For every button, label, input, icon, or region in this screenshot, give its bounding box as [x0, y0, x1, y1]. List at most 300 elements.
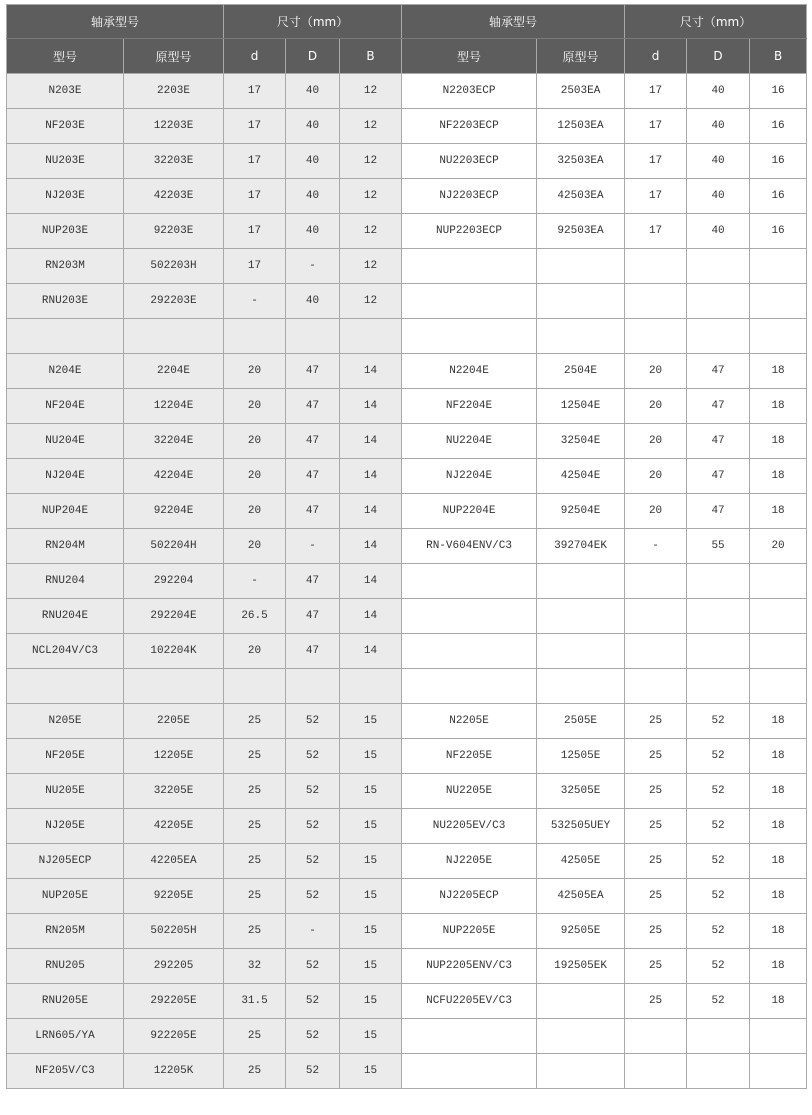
cell-model-right — [402, 669, 537, 704]
cell-d-right — [625, 599, 687, 634]
cell-D-left: 47 — [286, 354, 340, 389]
cell-B-left: 14 — [340, 494, 402, 529]
cell-model-left: RNU205 — [7, 949, 124, 984]
cell-d-right — [625, 1019, 687, 1054]
cell-B-right — [750, 634, 807, 669]
cell-B-right — [750, 319, 807, 354]
cell-d-left: 17 — [224, 179, 286, 214]
table-row — [7, 1019, 807, 1054]
cell-model-left — [7, 319, 124, 354]
cell-D-left: - — [286, 914, 340, 949]
cell-d-left: 25 — [224, 739, 286, 774]
cell-B-left: 14 — [340, 599, 402, 634]
cell-original-model-left: 32204E — [124, 424, 224, 459]
cell-original-model-left: 292204 — [124, 564, 224, 599]
table-row — [7, 634, 807, 669]
table-row — [7, 564, 807, 599]
cell-model-left: NF203E — [7, 109, 124, 144]
cell-D-left: 52 — [286, 1054, 340, 1089]
cell-model-right — [402, 599, 537, 634]
cell-d-left: 26.5 — [224, 599, 286, 634]
cell-B-right: 18 — [750, 459, 807, 494]
cell-B-left: 12 — [340, 109, 402, 144]
cell-D-left: - — [286, 249, 340, 284]
cell-d-right: 20 — [625, 459, 687, 494]
table-row — [7, 74, 807, 109]
cell-B-right: 18 — [750, 354, 807, 389]
cell-d-right: 20 — [625, 424, 687, 459]
cell-original-model-right: 32505E — [537, 774, 625, 809]
cell-model-right: NF2205E — [402, 739, 537, 774]
cell-B-right: 16 — [750, 109, 807, 144]
table-row — [7, 144, 807, 179]
cell-d-left: 20 — [224, 634, 286, 669]
cell-original-model-right: 32503EA — [537, 144, 625, 179]
cell-model-right — [402, 564, 537, 599]
cell-d-left: 20 — [224, 424, 286, 459]
cell-model-right — [402, 634, 537, 669]
cell-model-right: NJ2205ECP — [402, 879, 537, 914]
cell-D-left: 40 — [286, 284, 340, 319]
table-row — [7, 214, 807, 249]
col-header-D-right: D — [687, 39, 750, 74]
cell-B-left: 14 — [340, 354, 402, 389]
group-header-bearing-model-right: 轴承型号 — [402, 5, 625, 39]
cell-original-model-left: 12205K — [124, 1054, 224, 1089]
cell-d-left: 25 — [224, 844, 286, 879]
col-header-original-model-right: 原型号 — [537, 39, 625, 74]
cell-model-left: NU205E — [7, 774, 124, 809]
cell-d-right: 17 — [625, 179, 687, 214]
cell-d-right: 25 — [625, 739, 687, 774]
cell-D-right: 52 — [687, 914, 750, 949]
cell-B-left: 15 — [340, 914, 402, 949]
cell-d-left: 20 — [224, 389, 286, 424]
cell-model-left: NJ205ECP — [7, 844, 124, 879]
cell-original-model-right: 42504E — [537, 459, 625, 494]
cell-D-left: 52 — [286, 774, 340, 809]
cell-d-right: 20 — [625, 494, 687, 529]
cell-D-left: 47 — [286, 599, 340, 634]
table-row — [7, 1054, 807, 1089]
cell-B-left: 14 — [340, 389, 402, 424]
cell-d-left: 17 — [224, 109, 286, 144]
group-header-dimensions-left: 尺寸（mm） — [224, 5, 402, 39]
cell-original-model-right — [537, 984, 625, 1019]
table-row — [7, 389, 807, 424]
cell-D-right — [687, 564, 750, 599]
cell-D-left: 47 — [286, 424, 340, 459]
cell-model-right: NF2204E — [402, 389, 537, 424]
cell-d-right: 25 — [625, 704, 687, 739]
cell-B-right: 20 — [750, 529, 807, 564]
cell-original-model-right — [537, 249, 625, 284]
cell-B-right — [750, 599, 807, 634]
cell-D-left: 40 — [286, 144, 340, 179]
cell-d-right — [625, 249, 687, 284]
table-row — [7, 284, 807, 319]
cell-model-left: RN205M — [7, 914, 124, 949]
cell-B-left: 15 — [340, 739, 402, 774]
cell-B-left — [340, 319, 402, 354]
cell-model-right: NUP2203ECP — [402, 214, 537, 249]
table-row — [7, 249, 807, 284]
cell-B-right: 18 — [750, 949, 807, 984]
cell-B-left: 15 — [340, 844, 402, 879]
cell-D-right — [687, 249, 750, 284]
cell-model-right: N2205E — [402, 704, 537, 739]
cell-original-model-left: 502204H — [124, 529, 224, 564]
cell-D-right — [687, 1019, 750, 1054]
cell-B-right — [750, 564, 807, 599]
cell-original-model-right: 12505E — [537, 739, 625, 774]
cell-D-right: 52 — [687, 809, 750, 844]
cell-d-left: 25 — [224, 774, 286, 809]
cell-original-model-left: 2204E — [124, 354, 224, 389]
cell-original-model-left: 32203E — [124, 144, 224, 179]
cell-original-model-right: 2503EA — [537, 74, 625, 109]
cell-d-left: 31.5 — [224, 984, 286, 1019]
cell-original-model-left — [124, 319, 224, 354]
cell-model-left: RNU204E — [7, 599, 124, 634]
cell-model-left — [7, 669, 124, 704]
cell-model-left: NJ203E — [7, 179, 124, 214]
cell-D-right: 55 — [687, 529, 750, 564]
cell-D-right: 40 — [687, 179, 750, 214]
cell-D-left: 52 — [286, 809, 340, 844]
cell-original-model-right: 2505E — [537, 704, 625, 739]
cell-B-right: 18 — [750, 774, 807, 809]
cell-D-left — [286, 319, 340, 354]
cell-B-left: 15 — [340, 949, 402, 984]
cell-D-right: 52 — [687, 774, 750, 809]
cell-D-left: 40 — [286, 74, 340, 109]
cell-D-left: - — [286, 529, 340, 564]
cell-original-model-left: 2205E — [124, 704, 224, 739]
cell-original-model-right: 392704EK — [537, 529, 625, 564]
cell-B-right: 18 — [750, 739, 807, 774]
cell-original-model-left: 92205E — [124, 879, 224, 914]
cell-model-left: RNU204 — [7, 564, 124, 599]
table-row — [7, 529, 807, 564]
cell-original-model-left: 502203H — [124, 249, 224, 284]
cell-B-left: 12 — [340, 179, 402, 214]
cell-model-right: NUP2205E — [402, 914, 537, 949]
cell-model-right: N2204E — [402, 354, 537, 389]
cell-B-right — [750, 249, 807, 284]
table-row — [7, 739, 807, 774]
cell-B-left: 14 — [340, 459, 402, 494]
cell-B-left: 12 — [340, 214, 402, 249]
cell-original-model-right: 12504E — [537, 389, 625, 424]
cell-d-left: 20 — [224, 459, 286, 494]
cell-D-left: 52 — [286, 984, 340, 1019]
col-header-original-model-left: 原型号 — [124, 39, 224, 74]
cell-original-model-right: 42503EA — [537, 179, 625, 214]
cell-d-left: 17 — [224, 249, 286, 284]
cell-original-model-right: 192505EK — [537, 949, 625, 984]
cell-B-left: 15 — [340, 774, 402, 809]
cell-B-right: 18 — [750, 844, 807, 879]
cell-d-right: 25 — [625, 914, 687, 949]
cell-original-model-left: 32205E — [124, 774, 224, 809]
cell-D-left: 52 — [286, 1019, 340, 1054]
cell-d-left — [224, 319, 286, 354]
cell-model-left: NUP204E — [7, 494, 124, 529]
cell-model-right — [402, 249, 537, 284]
col-header-D-left: D — [286, 39, 340, 74]
cell-model-left: N205E — [7, 704, 124, 739]
cell-B-left — [340, 669, 402, 704]
cell-model-right: NF2203ECP — [402, 109, 537, 144]
cell-B-left: 15 — [340, 1019, 402, 1054]
cell-original-model-left: 922205E — [124, 1019, 224, 1054]
cell-model-left: NJ204E — [7, 459, 124, 494]
cell-model-right: N2203ECP — [402, 74, 537, 109]
cell-original-model-left: 12203E — [124, 109, 224, 144]
bearing-table-container — [6, 4, 806, 1089]
cell-B-right — [750, 1054, 807, 1089]
cell-model-right — [402, 1054, 537, 1089]
cell-model-right — [402, 1019, 537, 1054]
cell-original-model-left: 42204E — [124, 459, 224, 494]
cell-original-model-right: 42505EA — [537, 879, 625, 914]
cell-d-right: 25 — [625, 809, 687, 844]
cell-D-right: 52 — [687, 704, 750, 739]
cell-original-model-left: 292204E — [124, 599, 224, 634]
cell-D-left: 52 — [286, 704, 340, 739]
table-row — [7, 179, 807, 214]
bearing-specs-table — [6, 4, 807, 1089]
cell-D-left: 52 — [286, 879, 340, 914]
cell-B-right: 18 — [750, 389, 807, 424]
cell-B-right: 16 — [750, 144, 807, 179]
cell-model-left: NUP205E — [7, 879, 124, 914]
cell-original-model-right — [537, 1019, 625, 1054]
cell-original-model-left: 12204E — [124, 389, 224, 424]
cell-D-right — [687, 634, 750, 669]
cell-B-right — [750, 669, 807, 704]
cell-original-model-right: 92503EA — [537, 214, 625, 249]
cell-d-right — [625, 669, 687, 704]
cell-d-right: 17 — [625, 109, 687, 144]
group-header-dimensions-right: 尺寸（mm） — [625, 5, 807, 39]
cell-model-right: RN-V604ENV/C3 — [402, 529, 537, 564]
cell-model-right: NU2204E — [402, 424, 537, 459]
cell-model-right: NU2205E — [402, 774, 537, 809]
table-row — [7, 494, 807, 529]
cell-D-right: 52 — [687, 984, 750, 1019]
cell-D-right — [687, 319, 750, 354]
cell-d-right — [625, 1054, 687, 1089]
cell-d-left: 25 — [224, 809, 286, 844]
cell-original-model-left: 42203E — [124, 179, 224, 214]
cell-D-left: 47 — [286, 389, 340, 424]
cell-original-model-left: 92203E — [124, 214, 224, 249]
cell-B-left: 14 — [340, 424, 402, 459]
cell-B-left: 15 — [340, 704, 402, 739]
cell-d-left: 20 — [224, 494, 286, 529]
cell-d-right — [625, 634, 687, 669]
cell-d-right: 25 — [625, 984, 687, 1019]
cell-model-left: NF204E — [7, 389, 124, 424]
cell-D-left — [286, 669, 340, 704]
cell-original-model-right — [537, 319, 625, 354]
cell-model-left: RNU203E — [7, 284, 124, 319]
cell-model-right: NJ2204E — [402, 459, 537, 494]
table-row — [7, 774, 807, 809]
cell-D-right: 52 — [687, 879, 750, 914]
cell-D-right: 40 — [687, 214, 750, 249]
cell-d-left: 25 — [224, 704, 286, 739]
cell-D-right: 52 — [687, 739, 750, 774]
cell-B-right: 18 — [750, 809, 807, 844]
cell-B-right — [750, 1019, 807, 1054]
col-header-model-left: 型号 — [7, 39, 124, 74]
table-row — [7, 109, 807, 144]
cell-original-model-right — [537, 1054, 625, 1089]
cell-original-model-right — [537, 284, 625, 319]
cell-B-right: 18 — [750, 494, 807, 529]
cell-original-model-right — [537, 634, 625, 669]
cell-D-left: 52 — [286, 844, 340, 879]
cell-D-right: 40 — [687, 74, 750, 109]
cell-D-right: 47 — [687, 494, 750, 529]
cell-B-right: 18 — [750, 424, 807, 459]
cell-B-left: 15 — [340, 809, 402, 844]
cell-model-right — [402, 284, 537, 319]
cell-d-left: 17 — [224, 214, 286, 249]
cell-B-left: 12 — [340, 74, 402, 109]
cell-d-left: 25 — [224, 879, 286, 914]
table-row — [7, 879, 807, 914]
table-row — [7, 354, 807, 389]
cell-D-left: 52 — [286, 949, 340, 984]
cell-D-right: 52 — [687, 949, 750, 984]
cell-original-model-right: 12503EA — [537, 109, 625, 144]
cell-d-right: 17 — [625, 214, 687, 249]
cell-original-model-left: 292203E — [124, 284, 224, 319]
cell-model-left: NU203E — [7, 144, 124, 179]
cell-B-right: 16 — [750, 179, 807, 214]
table-body — [7, 74, 807, 1089]
cell-d-right: 25 — [625, 774, 687, 809]
cell-B-right: 16 — [750, 74, 807, 109]
cell-original-model-right: 32504E — [537, 424, 625, 459]
cell-original-model-left: 12205E — [124, 739, 224, 774]
cell-model-right: NUP2204E — [402, 494, 537, 529]
cell-model-left: RN204M — [7, 529, 124, 564]
cell-D-right: 47 — [687, 389, 750, 424]
cell-D-left: 40 — [286, 179, 340, 214]
cell-D-left: 47 — [286, 494, 340, 529]
cell-D-right — [687, 1054, 750, 1089]
cell-original-model-left: 42205E — [124, 809, 224, 844]
cell-model-left: N203E — [7, 74, 124, 109]
cell-d-right: - — [625, 529, 687, 564]
cell-model-left: RN203M — [7, 249, 124, 284]
cell-B-left: 15 — [340, 984, 402, 1019]
cell-D-right — [687, 599, 750, 634]
cell-original-model-right — [537, 669, 625, 704]
cell-d-left: 20 — [224, 529, 286, 564]
cell-B-left: 12 — [340, 249, 402, 284]
cell-original-model-left: 502205H — [124, 914, 224, 949]
cell-model-left: NF205E — [7, 739, 124, 774]
cell-D-right: 52 — [687, 844, 750, 879]
cell-original-model-right — [537, 599, 625, 634]
cell-original-model-right — [537, 564, 625, 599]
cell-D-left: 47 — [286, 459, 340, 494]
cell-original-model-right: 42505E — [537, 844, 625, 879]
cell-model-left: NCL204V/C3 — [7, 634, 124, 669]
table-row — [7, 459, 807, 494]
cell-D-right: 47 — [687, 354, 750, 389]
cell-B-left: 12 — [340, 144, 402, 179]
cell-B-right: 18 — [750, 879, 807, 914]
cell-B-left: 15 — [340, 1054, 402, 1089]
cell-d-right: 20 — [625, 389, 687, 424]
cell-original-model-left — [124, 669, 224, 704]
cell-D-left: 52 — [286, 739, 340, 774]
cell-original-model-right: 92505E — [537, 914, 625, 949]
cell-D-right — [687, 284, 750, 319]
cell-model-right: NJ2203ECP — [402, 179, 537, 214]
cell-model-right: NU2205EV/C3 — [402, 809, 537, 844]
cell-B-right — [750, 284, 807, 319]
col-header-d-left: d — [224, 39, 286, 74]
cell-original-model-left: 292205E — [124, 984, 224, 1019]
cell-original-model-left: 2203E — [124, 74, 224, 109]
cell-d-right: 20 — [625, 354, 687, 389]
cell-D-right: 40 — [687, 109, 750, 144]
cell-model-left: NJ205E — [7, 809, 124, 844]
cell-d-left: 25 — [224, 914, 286, 949]
cell-D-left: 40 — [286, 214, 340, 249]
table-row — [7, 949, 807, 984]
cell-model-left: LRN605/YA — [7, 1019, 124, 1054]
cell-B-left: 14 — [340, 529, 402, 564]
cell-D-left: 40 — [286, 109, 340, 144]
cell-d-right: 25 — [625, 949, 687, 984]
cell-B-left: 12 — [340, 284, 402, 319]
cell-d-left: 32 — [224, 949, 286, 984]
cell-model-right: NCFU2205EV/C3 — [402, 984, 537, 1019]
cell-model-right: NJ2205E — [402, 844, 537, 879]
table-row — [7, 319, 807, 354]
table-row — [7, 809, 807, 844]
cell-D-right: 40 — [687, 144, 750, 179]
cell-model-left: NF205V/C3 — [7, 1054, 124, 1089]
table-row — [7, 669, 807, 704]
col-header-B-right: B — [750, 39, 807, 74]
cell-original-model-left: 42205EA — [124, 844, 224, 879]
cell-B-right: 18 — [750, 914, 807, 949]
cell-B-left: 14 — [340, 564, 402, 599]
cell-original-model-left: 292205 — [124, 949, 224, 984]
cell-B-left: 15 — [340, 879, 402, 914]
cell-d-left: 17 — [224, 74, 286, 109]
cell-model-left: NU204E — [7, 424, 124, 459]
cell-original-model-right: 92504E — [537, 494, 625, 529]
header-group-row — [7, 5, 807, 39]
table-row — [7, 599, 807, 634]
cell-d-right: 17 — [625, 144, 687, 179]
col-header-B-left: B — [340, 39, 402, 74]
cell-D-right: 47 — [687, 424, 750, 459]
cell-d-left — [224, 669, 286, 704]
table-row — [7, 704, 807, 739]
